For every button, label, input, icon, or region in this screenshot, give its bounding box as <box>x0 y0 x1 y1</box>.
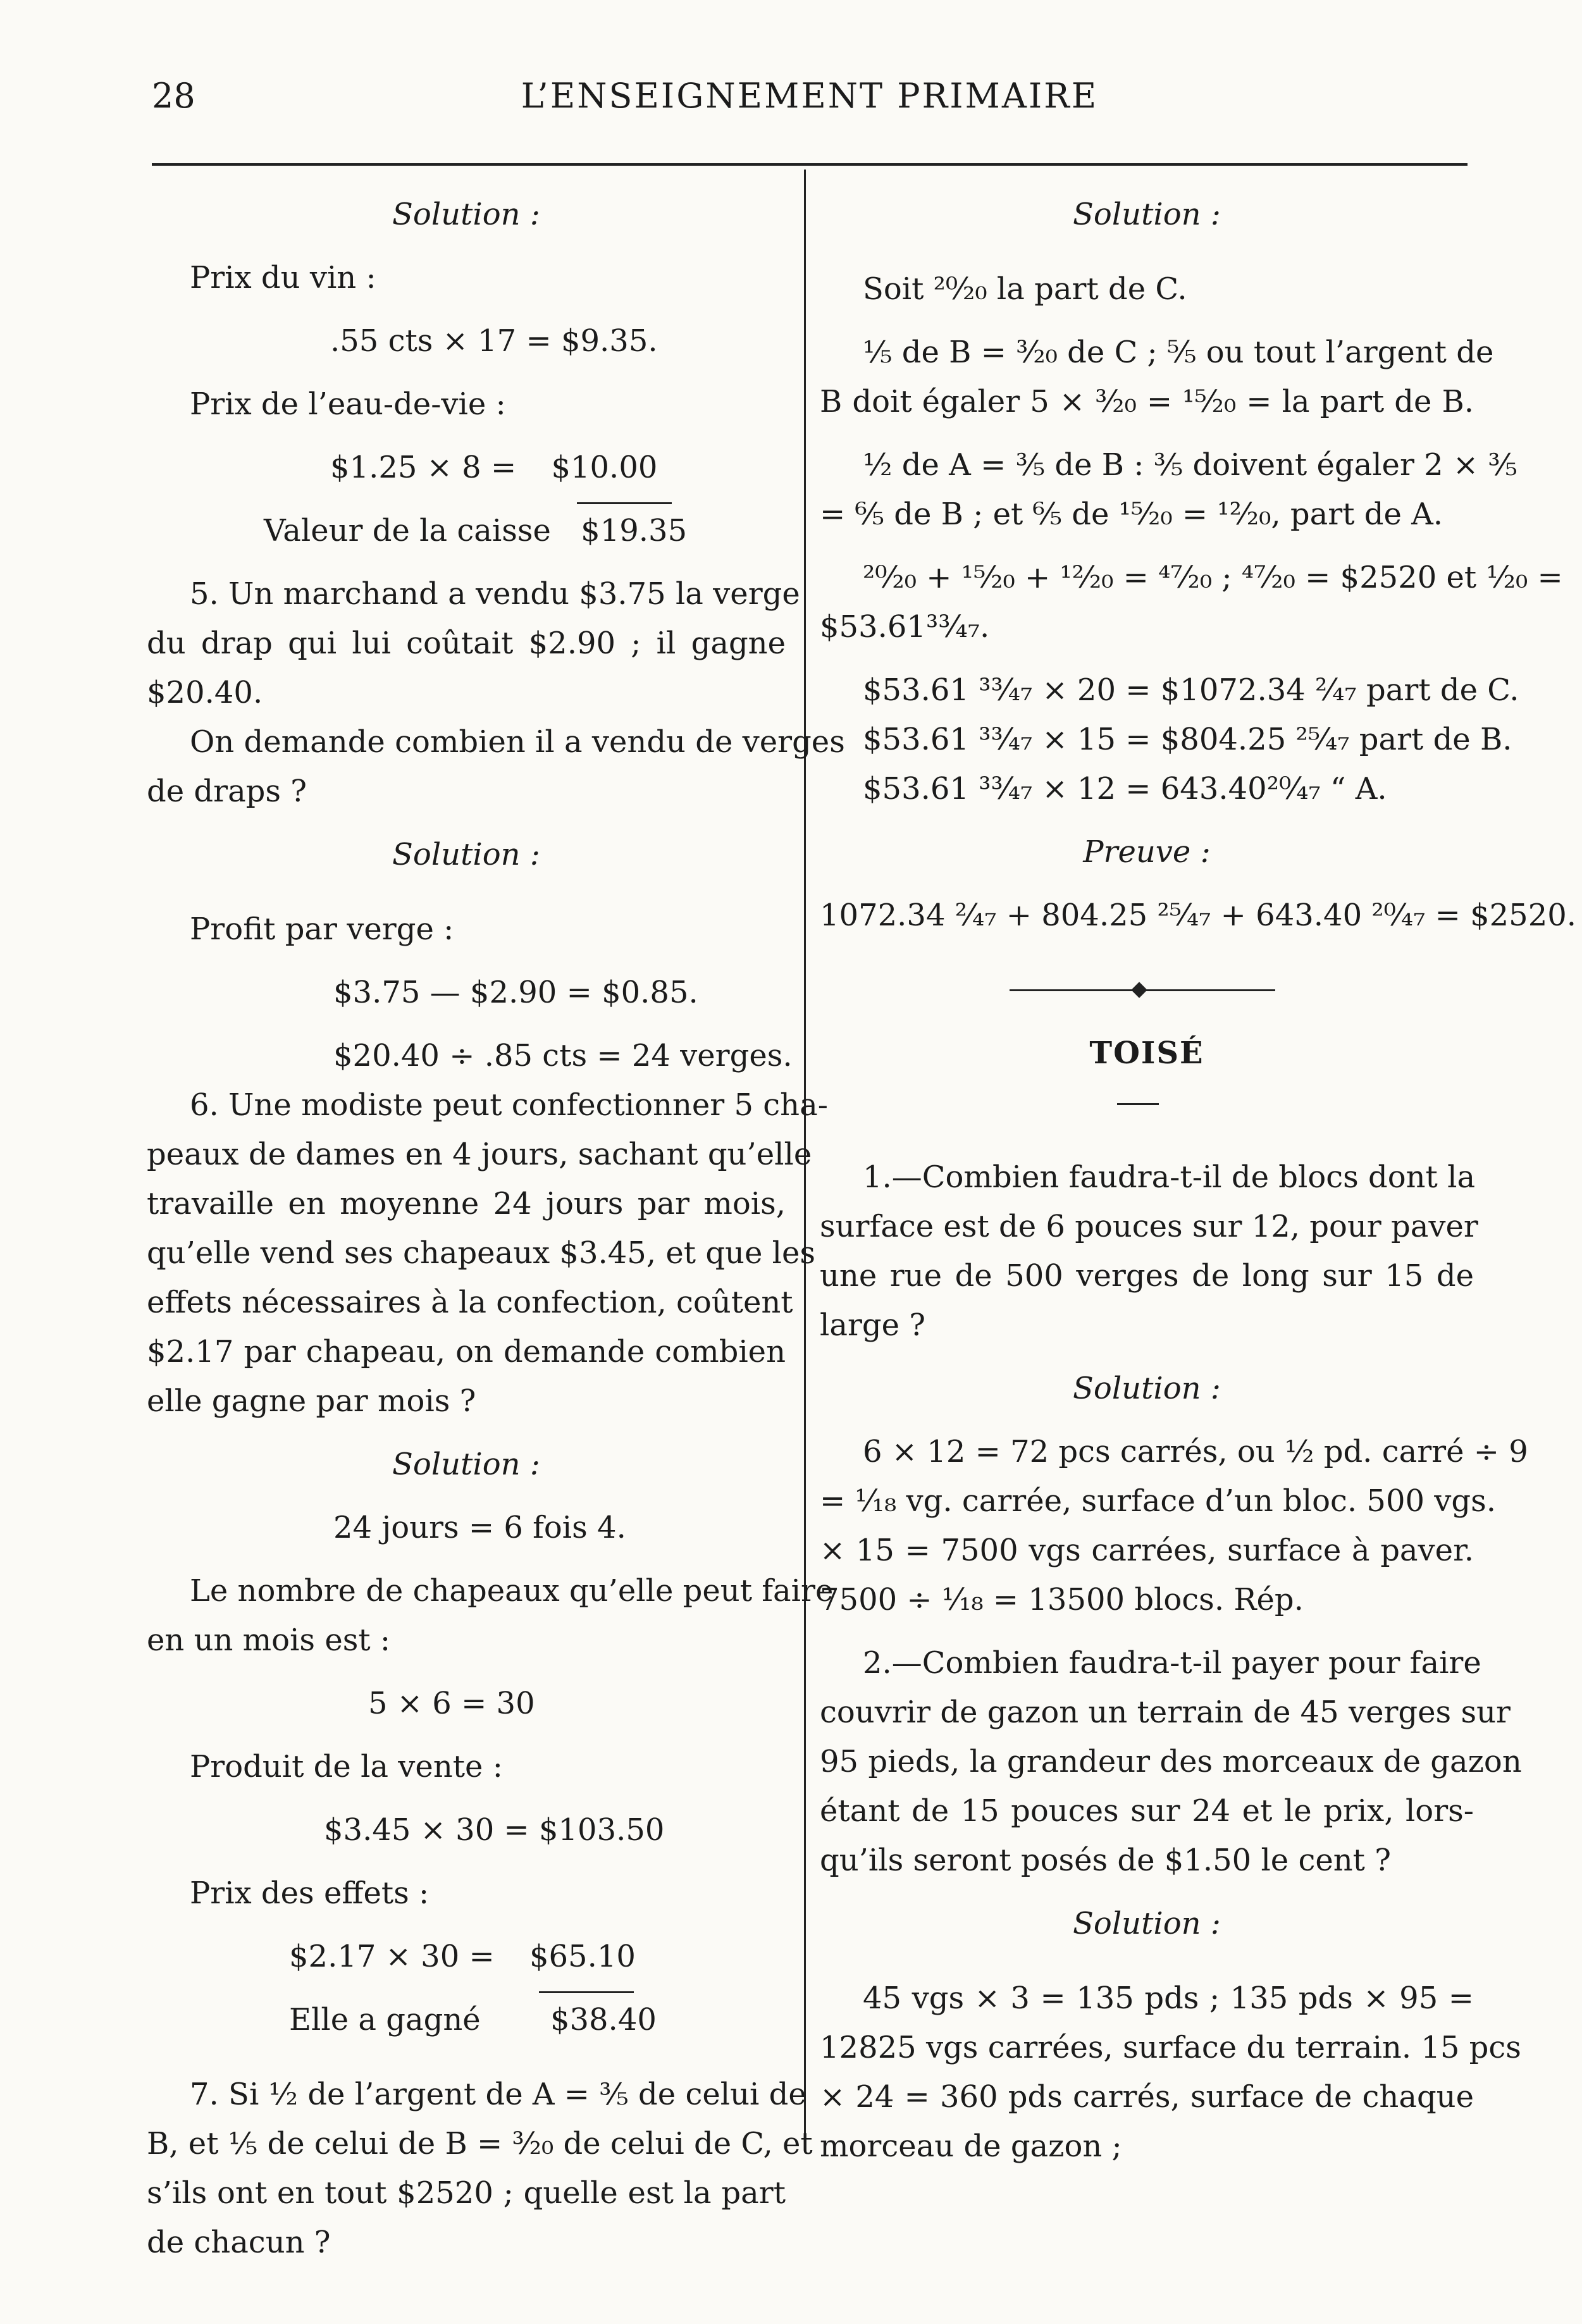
solution-heading: Solution : <box>1073 1371 1221 1406</box>
text-line: $53.61³³⁄₄₇. <box>820 609 990 645</box>
sum-rule <box>577 502 672 504</box>
problem-line: $2.17 par chapeau, on demande combien <box>147 1334 786 1369</box>
solution-heading: Solution : <box>392 837 540 872</box>
problem-line: 6. Une modiste peut confectionner 5 cha- <box>190 1087 828 1123</box>
section-ornament <box>820 965 1474 1015</box>
problem-line: effets nécessaires à la confection, coûtent <box>147 1285 793 1320</box>
solution-heading: Solution : <box>392 197 540 232</box>
equation-line: $53.61 ³³⁄₄₇ × 12 = 643.40²⁰⁄₄₇ “ A. <box>863 771 1387 807</box>
dash-rule <box>1117 1103 1159 1105</box>
text-line: = ⁶⁄₅ de B ; et ⁶⁄₅ de ¹⁵⁄₂₀ = ¹²⁄₂₀, part de A. <box>820 497 1443 532</box>
running-title: L’ENSEIGNEMENT PRIMAIRE <box>521 76 1099 116</box>
text-line: Le nombre de chapeaux qu’elle peut faire <box>190 1573 834 1609</box>
problem-line: 7. Si ½ de l’argent de A = ⅗ de celui de <box>190 2077 806 2112</box>
problem-line: peaux de dames en 4 jours, sachant qu’elle <box>147 1137 812 1172</box>
text-line: morceau de gazon ; <box>820 2129 1122 2164</box>
problem-line: 2.—Combien faudra-t-il payer pour faire <box>863 1645 1481 1681</box>
amount: $10.00 <box>551 450 658 485</box>
sum-rule <box>539 1991 634 1993</box>
problem-line: s’ils ont en tout $2520 ; quelle est la part <box>147 2175 786 2211</box>
text-line: 12825 vgs carrées, surface du terrain. 15 pcs <box>820 2030 1521 2065</box>
header-rule <box>152 163 1468 166</box>
solution-heading: Solution : <box>392 1447 540 1482</box>
equation-line <box>147 443 786 492</box>
equation-line: $53.61 ³³⁄₄₇ × 15 = $804.25 ²⁵⁄₄₇ part de B. <box>863 722 1512 757</box>
text-line: en un mois est : <box>147 1622 391 1658</box>
amount: $65.10 <box>529 1939 636 1974</box>
text-line: ²⁰⁄₂₀ + ¹⁵⁄₂₀ + ¹²⁄₂₀ = ⁴⁷⁄₂₀ ; ⁴⁷⁄₂₀ = $2520 et ¹⁄₂₀ = <box>863 560 1563 595</box>
total-label: Valeur de la caisse <box>264 513 551 548</box>
left-column <box>147 190 845 2267</box>
text-line: Prix du vin : <box>190 260 376 295</box>
equation-line: .55 cts × 17 = $9.35. <box>330 323 658 359</box>
equation-line: 24 jours = 6 fois 4. <box>333 1510 626 1545</box>
text-line: Soit ²⁰⁄₂₀ la part de C. <box>863 271 1187 307</box>
total-label: Elle a gagné <box>289 2002 481 2037</box>
problem-line: $20.40. <box>147 675 263 710</box>
problem-line: une rue de 500 verges de long sur 15 de <box>820 1258 1474 1294</box>
text-line: × 24 = 360 pds carrés, surface de chaque <box>820 2079 1474 2115</box>
running-header <box>152 76 1468 127</box>
text-line: Produit de la vente : <box>190 1749 503 1784</box>
problem-line: du drap qui lui coûtait $2.90 ; il gagne <box>147 626 786 661</box>
text-line: Profit par verge : <box>190 912 454 947</box>
total-amount: $19.35 <box>581 513 688 548</box>
problem-line: de draps ? <box>147 774 307 809</box>
equation-line: $20.40 ÷ .85 cts = 24 verges. <box>333 1038 793 1073</box>
equation-line: $3.75 — $2.90 = $0.85. <box>333 975 698 1010</box>
total-line <box>147 1995 786 2044</box>
section-dash <box>820 1078 1474 1127</box>
text-line: 7500 ÷ ¹⁄₁₈ = 13500 blocs. Rép. <box>820 1582 1304 1617</box>
total-amount: $38.40 <box>550 2002 657 2037</box>
text-line: 45 vgs × 3 = 135 pds ; 135 pds × 95 = <box>863 1981 1474 2016</box>
page-number: 28 <box>152 76 195 116</box>
solution-heading: Solution : <box>1073 1906 1221 1941</box>
problem-line: étant de 15 pouces sur 24 et le prix, lors- <box>820 1793 1474 1829</box>
problem-line: 1.—Combien faudra-t-il de blocs dont la <box>863 1159 1476 1195</box>
problem-line: qu’ils seront posés de $1.50 le cent ? <box>820 1843 1391 1878</box>
problem-line: 5. Un marchand a vendu $3.75 la verge <box>190 576 800 612</box>
proof-heading: Preuve : <box>1083 834 1211 870</box>
solution-heading: Solution : <box>1073 197 1221 232</box>
text-line: ⅕ de B = ³⁄₂₀ de C ; ⁵⁄₅ ou tout l’argent de <box>863 335 1494 370</box>
equation-line <box>147 1932 786 1981</box>
equation-line: 1072.34 ²⁄₄₇ + 804.25 ²⁵⁄₄₇ + 643.40 ²⁰⁄₄₇ = $2520. <box>820 898 1577 933</box>
problem-line: 95 pieds, la grandeur des morceaux de gazon <box>820 1744 1522 1779</box>
problem-line: elle gagne par mois ? <box>147 1383 476 1419</box>
equation-line: 5 × 6 = 30 <box>368 1686 535 1721</box>
problem-line: couvrir de gazon un terrain de 45 verges sur <box>820 1695 1511 1730</box>
text-line: 6 × 12 = 72 pcs carrés, ou ½ pd. carré ÷ 9 <box>863 1434 1528 1469</box>
problem-line: B, et ⅕ de celui de B = ³⁄₂₀ de celui de C, et <box>147 2126 813 2161</box>
total-line <box>147 506 786 555</box>
equation-left: $1.25 × 8 = <box>330 450 517 485</box>
text-line: Prix des effets : <box>190 1876 429 1911</box>
problem-line: travaille en moyenne 24 jours par mois, <box>147 1186 786 1221</box>
equation-line: $3.45 × 30 = $103.50 <box>324 1812 665 1848</box>
equation-left: $2.17 × 30 = <box>289 1939 495 1974</box>
right-column <box>820 190 1577 2171</box>
text-line: B doit égaler 5 × ³⁄₂₀ = ¹⁵⁄₂₀ = la part de B. <box>820 384 1474 419</box>
equation-line: $53.61 ³³⁄₄₇ × 20 = $1072.34 ²⁄₄₇ part de C. <box>863 672 1519 708</box>
ornament-diamond <box>1131 982 1147 998</box>
text-line: ½ de A = ⅗ de B : ⅗ doivent égaler 2 × ⅗ <box>863 447 1517 483</box>
text-line: Prix de l’eau-de-vie : <box>190 386 506 422</box>
problem-line: On demande combien il a vendu de verges <box>190 724 845 760</box>
section-title: TOISÉ <box>1089 1035 1204 1071</box>
text-line: × 15 = 7500 vgs carrées, surface à paver. <box>820 1533 1474 1568</box>
problem-line: surface est de 6 pouces sur 12, pour paver <box>820 1209 1478 1244</box>
text-line: = ¹⁄₁₈ vg. carrée, surface d’un bloc. 500 vgs. <box>820 1483 1497 1519</box>
problem-line: large ? <box>820 1307 926 1343</box>
problem-line: de chacun ? <box>147 2225 331 2260</box>
problem-line: qu’elle vend ses chapeaux $3.45, et que les <box>147 1235 816 1271</box>
